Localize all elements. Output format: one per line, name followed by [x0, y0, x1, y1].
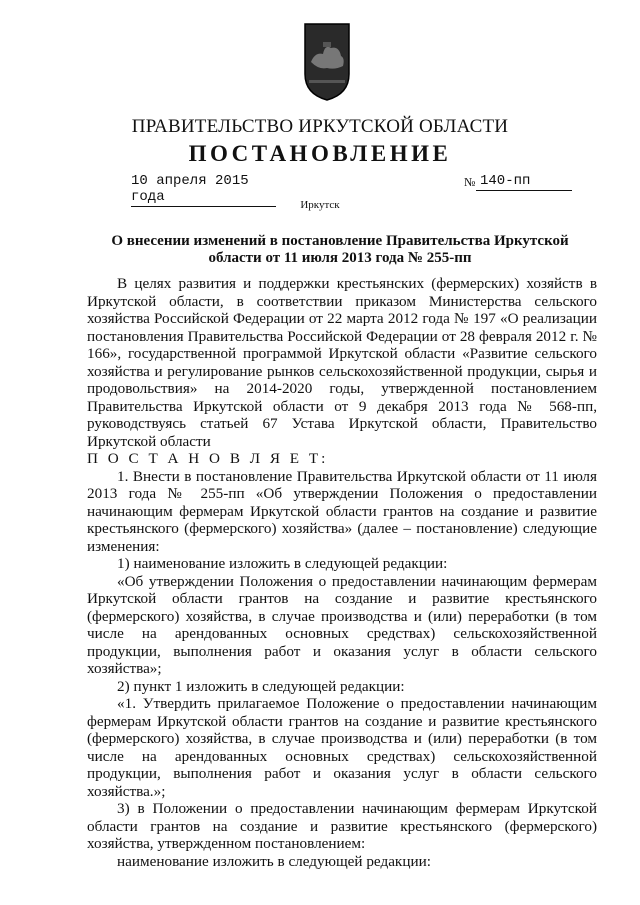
intro-paragraph: В целях развития и поддержки крестьянских (фермерских) хозяйств в Иркутской области, в соответствии приказом Министерства сельского хозяйства Российской Федерации от 22 марта 2012 года № 197 «О реализации постановления Правительства Российской Федерации от 28 февраля 2012 г. № 166», государственной программой Иркутской области «Развитие сельского хозяйства и регулирование рынков сельскохозяйственной продукции, сырья и продовольствия» на 2014-2020 годы, утвержденной постановлением Правительства Иркутской области от 9 декабря 2013 года № 568-пп, руководствуясь статьей 67 Устава Иркутской области, Правительство Иркутской области — [87, 275, 597, 450]
document-type: ПОСТАНОВЛЕНИЕ — [188, 141, 452, 166]
document-title: О внесении изменений в постановление Правительства Иркутской области от 11 июля 2013 года № 255-пп — [111, 233, 569, 266]
document-number: 140-пп — [476, 173, 572, 191]
decree-word: П О С Т А Н О В Л Я Е Т: — [87, 450, 329, 467]
item-1-1: 1) наименование изложить в следующей редакции: — [117, 555, 448, 572]
quote-2: «1. Утвердить прилагаемое Положение о предоставлении начинающим фермерам Иркутской области грантов на создание и развитие крестьянского (фермерского) хозяйства, в случае производства и (или) переработки (в том числе на арендованных основных средствах) сельскохозяйственной продукции, выполнения работ и оказания услуг в области сельского хозяйства.»; — [87, 695, 597, 800]
number-sign: № — [464, 175, 476, 189]
coat-of-arms-icon — [301, 22, 353, 102]
item-1-3: 3) в Положении о предоставлении начинающим фермерам Иркутской области грантов на создание и развитие крестьянского (фермерского) хозяйства, утвержденном постановлением: — [87, 800, 597, 852]
item-1-3a: наименование изложить в следующей редакции: — [117, 852, 431, 870]
quote-1: «Об утверждении Положения о предоставлении начинающим фермерам Иркутской области грантов на создание и развитие крестьянского (фермерского) хозяйства, в случае производства и (или) переработки (в том числе на арендованных основных средствах) сельскохозяйственной продукции, выполнения работ и оказания услуг в области сельского хозяйства»; — [87, 572, 597, 677]
city: Иркутск — [300, 199, 340, 211]
document-date: 10 апреля 2015 года — [131, 173, 276, 207]
document-body — [87, 275, 597, 870]
organization-name: ПРАВИТЕЛЬСТВО ИРКУТСКОЙ ОБЛАСТИ — [131, 116, 509, 137]
item-1-2: 2) пункт 1 изложить в следующей редакции: — [117, 677, 405, 695]
item-1: 1. Внести в постановление Правительства Иркутской области от 11 июля 2013 года № 255-пп «Об утверждении Положения о предоставлении начинающим фермерам Иркутской области грантов на создание и развитие крестьянского (фермерского) хозяйства» (далее – постановление) следующие изменения: — [87, 467, 597, 555]
